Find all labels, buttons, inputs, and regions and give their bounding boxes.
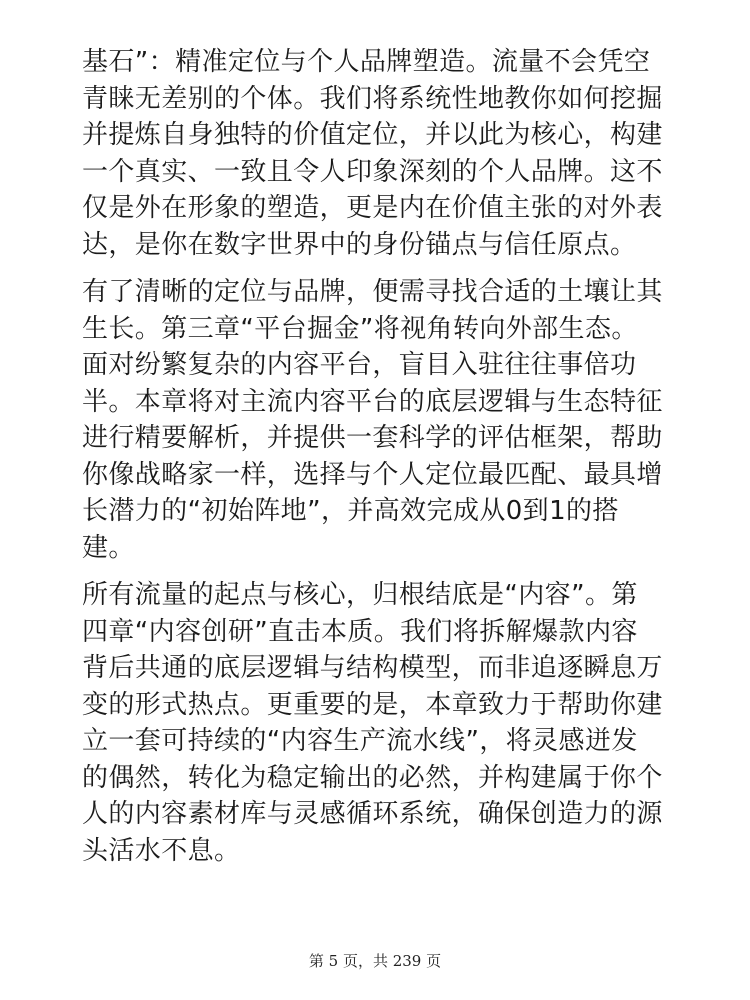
text-line: 所有流量的起点与核心，归根结底是“内容”。第 [82,580,638,610]
body-text [82,44,674,869]
text-line: 有了清晰的定位与品牌，便需寻找合适的土壤让其 [82,277,663,307]
text-line: 基石”：精准定位与个人品牌塑造。流量不会凭空 [82,47,651,77]
text-line: 半。本章将对主流内容平台的底层逻辑与生态特征 [82,386,663,417]
text-line: 进行精要解析，并提供一套科学的评估框架，帮助 [82,423,663,453]
paragraph-1 [82,44,674,263]
text-line: 一个真实、一致且令人印象深刻的个人品牌。这不 [82,156,663,187]
page-number-footer: 第 5 页，共 239 页 [308,952,442,970]
text-line: 建。 [82,532,135,563]
text-line: 的偶然，转化为稳定输出的必然，并构建属于你个 [82,762,663,793]
text-line: 长潜力的“初始阵地”，并高效完成从0到1的搭 [82,496,619,526]
text-line: 你像战略家一样，选择与个人定位最匹配、最具增 [82,459,663,490]
text-line: 头活水不息。 [82,835,241,866]
text-line: 立一套可持续的“内容生产流水线”，将灵感迸发 [82,726,638,756]
text-line: 并提炼自身独特的价值定位，并以此为核心，构建 [82,120,663,150]
text-line: 四章“内容创研”直击本质。我们将拆解爆款内容 [82,616,638,647]
text-line: 青睐无差别的个体。我们将系统性地教你如何挖掘 [82,83,663,114]
text-line: 生长。第三章“平台掘金”将视角转向外部生态。 [82,313,638,344]
text-line: 达，是你在数字世界中的身份锚点与信任原点。 [82,229,637,260]
paragraph-3 [82,577,674,869]
paragraph-2 [82,274,674,566]
text-line: 仅是外在形象的塑造，更是内在价值主张的对外表 [82,193,663,223]
text-line: 人的内容素材库与灵感循环系统，确保创造力的源 [82,799,663,829]
text-line: 变的形式热点。更重要的是，本章致力于帮助你建 [82,689,663,720]
text-line: 背后共通的底层逻辑与结构模型，而非追逐瞬息万 [82,653,663,683]
text-line: 面对纷繁复杂的内容平台，盲目入驻往往事倍功 [82,350,637,380]
